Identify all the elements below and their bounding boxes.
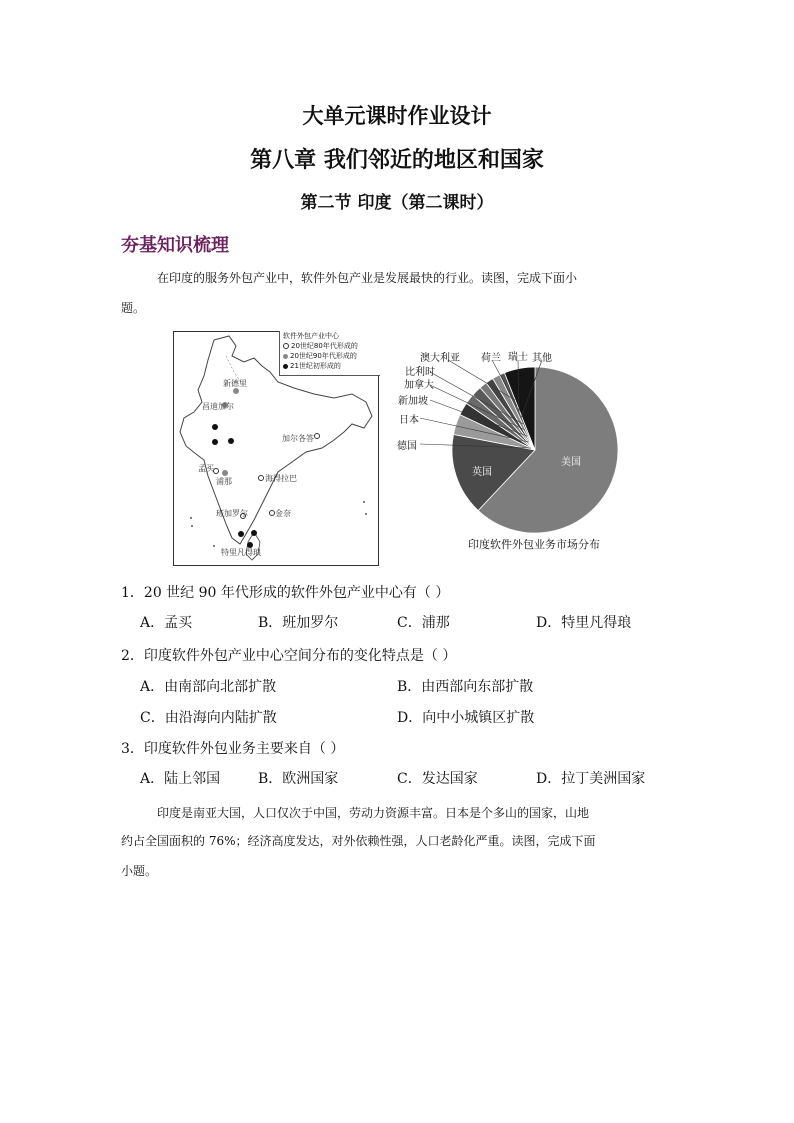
q1-option-c: C．浦那 [397,615,450,631]
market-pie-chart [390,340,630,555]
pie-label-germany: 德国 [397,441,417,452]
q3-option-d: D．拉丁美洲国家 [536,771,646,787]
gray-dot-icon [283,354,288,359]
label-pune: 浦那 [216,477,232,486]
pie-label-uk: 英国 [472,467,492,478]
section-heading: 夯基知识梳理 [121,235,229,256]
city-marker-black [212,424,218,430]
legend-title: 软件外包产业中心 [283,332,339,340]
paragraph2-line1: 印度是南亚大国，人口仅次于中国，劳动力资源丰富。日本是个多山的国家，山地 [157,806,590,820]
paragraph2-line3: 小题。 [121,864,158,878]
q1-option-b: B．班加罗尔 [258,615,339,631]
kolkata-marker [314,433,320,439]
label-mumbai: 孟买 [198,464,214,473]
pie-label-netherlands: 荷兰 [481,353,501,364]
city-marker-black [251,530,257,536]
chapter-title: 第八章 我们邻近的地区和国家 [250,147,544,173]
legend-item-1990s: 20世纪90年代形成的 [280,351,380,361]
city-marker-black [228,438,234,444]
question-3-stem: 3．印度软件外包业务主要来自（ ） [121,741,345,757]
label-trivandrum: 特里凡得琅 [221,548,261,557]
pie-label-japan: 日本 [399,415,419,426]
paragraph2-line2: 约占全国面积的 76%；经济高度发达，对外依赖性强，人口老龄化严重。读图，完成下面 [121,834,596,848]
city-marker-black [238,531,244,537]
intro-paragraph-line1: 在印度的服务外包产业中，软件外包产业是发展最快的行业。读图，完成下面小 [157,271,578,285]
section-subtitle: 第二节 印度（第二课时） [300,193,494,213]
india-software-map [173,331,379,566]
question-1-stem: 1．20 世纪 90 年代形成的软件外包产业中心有（ ） [121,585,450,601]
label-hyderabad: 海得拉巴 [265,474,297,483]
city-marker-black [212,439,218,445]
q3-option-b: B．欧洲国家 [258,771,339,787]
legend-item-2000s: 21世纪初形成的 [280,361,380,371]
label-chandigarh: 昌迪加尔 [202,402,234,411]
pie-label-singapore: 新加坡 [398,396,428,407]
q3-option-a: A．陆上邻国 [140,771,221,787]
q2-option-c: C．由沿海向内陆扩散 [140,710,277,726]
pie-label-other: 其他 [532,353,552,364]
hyderabad-marker [258,475,264,481]
pie-label-belgium: 比利时 [405,367,435,378]
question-2-stem: 2．印度软件外包产业中心空间分布的变化特点是（ ） [121,648,457,664]
label-chennai: 金奈 [275,509,291,518]
pie-label-canada: 加拿大 [404,380,434,391]
q2-option-a: A．由南部向北部扩散 [140,679,277,695]
legend-item-1980s: 20世纪80年代形成的 [280,341,380,351]
pie-caption: 印度软件外包业务市场分布 [468,538,600,551]
q2-option-d: D．向中小城镇区扩散 [397,710,535,726]
label-new-delhi: 新德里 [223,379,247,388]
pie-label-us: 美国 [561,457,581,468]
label-kolkata: 加尔各答 [282,434,314,443]
map-legend [279,331,380,376]
intro-paragraph-line2: 题。 [121,301,146,315]
pie-label-australia: 澳大利亚 [420,353,460,364]
document-title: 大单元课时作业设计 [302,103,492,128]
hollow-dot-icon [283,343,289,349]
q1-option-a: A．孟买 [140,615,193,631]
q2-option-b: B．由西部向东部扩散 [397,679,534,695]
label-bangalore: 班加罗尔 [216,509,248,518]
black-dot-icon [283,364,288,369]
pie-label-switzerland: 瑞士 [508,352,528,363]
q1-option-d: D．特里凡得琅 [536,615,632,631]
q3-option-c: C．发达国家 [397,771,478,787]
